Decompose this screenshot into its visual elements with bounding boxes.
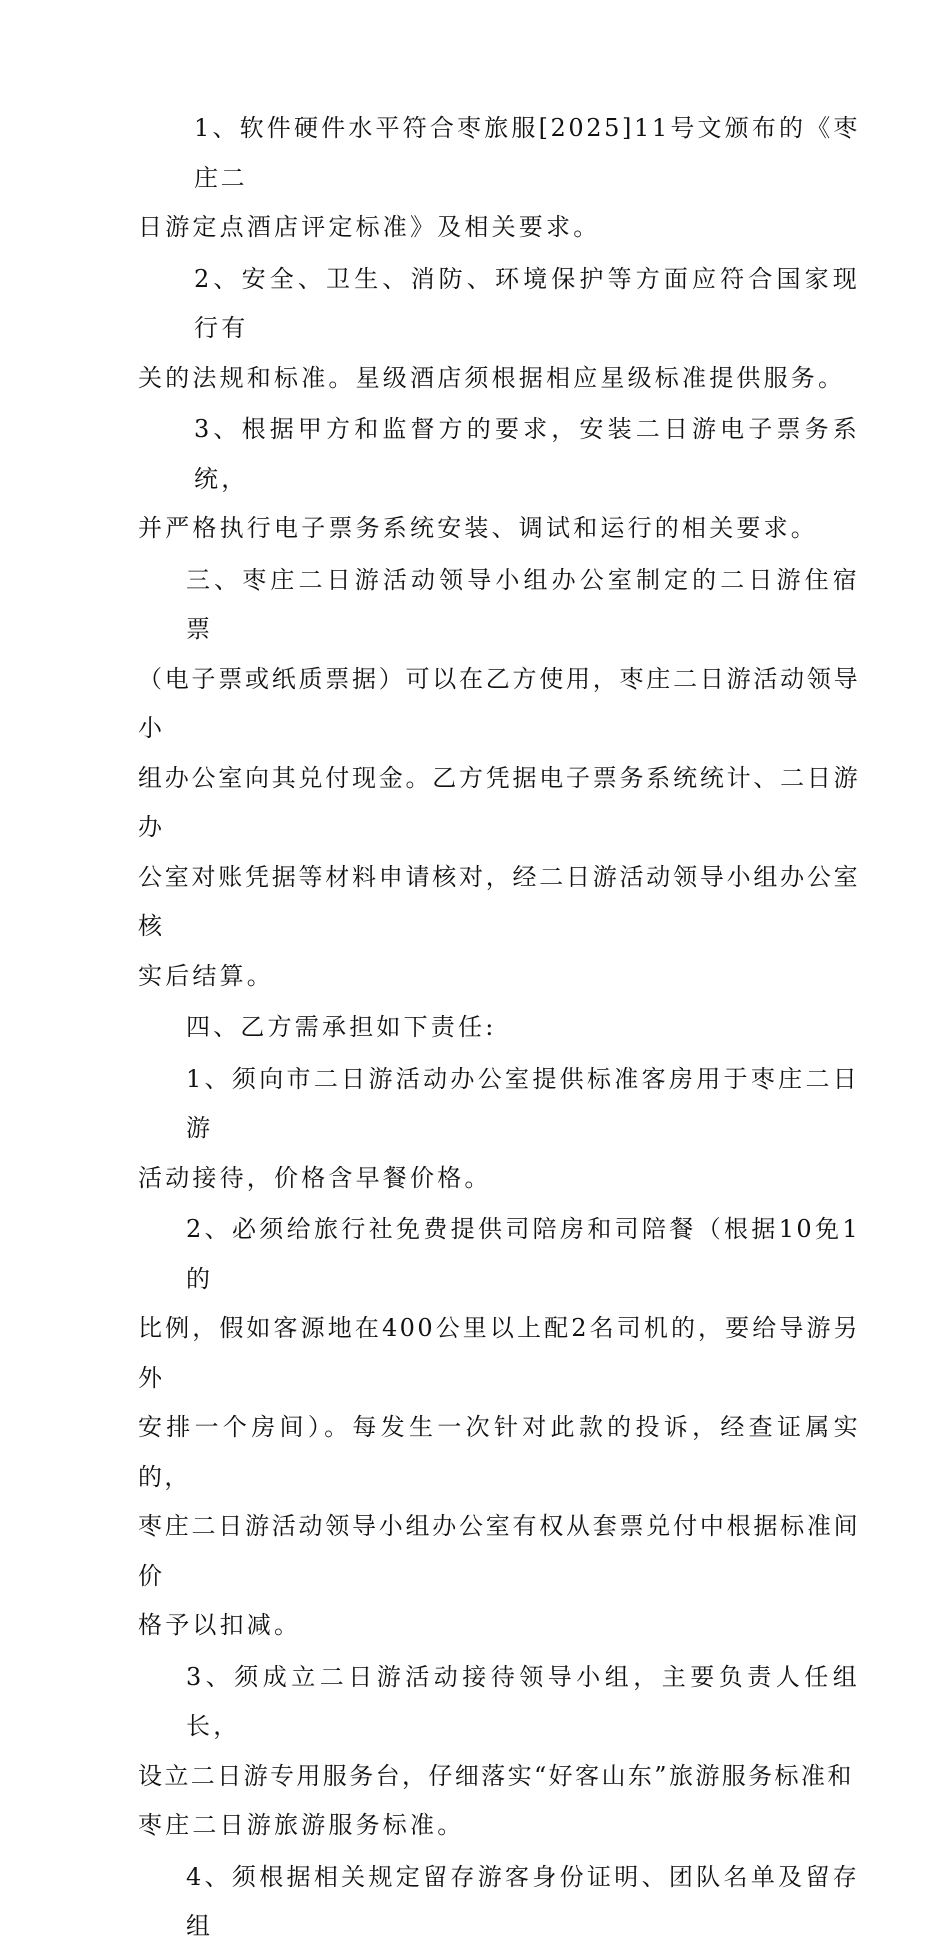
text-line: 活动接待，价格含早餐价格。 — [138, 1163, 492, 1192]
text-line: 1、须向市二日游活动办公室提供标准客房用于枣庄二日游 — [186, 1064, 860, 1142]
text-line: 公室对账凭据等材料申请核对，经二日游活动领导小组办公室核 — [138, 862, 860, 940]
text-line: 2、必须给旅行社免费提供司陪房和司陪餐（根据10免1的 — [186, 1215, 860, 1293]
paragraph-section-four-heading — [138, 1003, 860, 1053]
text-line: 枣庄二日游旅游服务标准。 — [138, 1811, 465, 1839]
text-line: 三、枣庄二日游活动领导小组办公室制定的二日游住宿票 — [186, 565, 860, 643]
text-line: 3、根据甲方和监督方的要求，安装二日游电子票务系统， — [194, 415, 860, 493]
text-line: 组办公室向其兑付现金。乙方凭据电子票务系统统计、二日游办 — [138, 763, 860, 841]
paragraph-hardware-standard — [138, 104, 860, 253]
text-line: 4、须根据相关规定留存游客身份证明、团队名单及留存组 — [186, 1862, 860, 1940]
text-line: 比例，假如客源地在400公里以上配2名司机的，要给导游另外 — [138, 1314, 860, 1392]
document-body — [138, 104, 860, 1952]
text-line: 四、乙方需承担如下责任: — [186, 1013, 497, 1041]
text-line: 设立二日游专用服务台，仔细落实“好客山东”旅游服务标准和 — [138, 1761, 854, 1790]
text-line: （电子票或纸质票据）可以在乙方使用，枣庄二日游活动领导小 — [138, 664, 860, 742]
paragraph-safety-standard — [138, 255, 860, 404]
paragraph-standard-room — [138, 1055, 860, 1204]
text-line: 枣庄二日游活动领导小组办公室有权从套票兑付中根据标准间价 — [138, 1512, 860, 1590]
text-line: 2、安全、卫生、消防、环境保护等方面应符合国家现行有 — [194, 264, 860, 342]
text-line: 日游定点酒店评定标准》及相关要求。 — [138, 213, 601, 241]
text-line: 3、须成立二日游活动接待领导小组，主要负责人任组长， — [186, 1662, 860, 1740]
paragraph-ticket-system — [138, 405, 860, 554]
paragraph-section-three — [138, 556, 860, 1002]
paragraph-guest-records — [138, 1853, 860, 1952]
text-line: 格予以扣减。 — [138, 1611, 302, 1639]
text-line: 并严格执行电子票务系统安装、调试和运行的相关要求。 — [138, 514, 818, 542]
paragraph-driver-guide-room — [138, 1205, 860, 1651]
paragraph-reception-group — [138, 1653, 860, 1851]
text-line: 关的法规和标准。星级酒店须根据相应星级标准提供服务。 — [138, 363, 846, 392]
text-line: 实后结算。 — [138, 961, 274, 990]
text-line: 1、软件硬件水平符合枣旅服[2025]11号文颁布的《枣庄二 — [194, 114, 860, 192]
text-line: 安排一个房间）。每发生一次针对此款的投诉，经查证属实的， — [138, 1413, 860, 1491]
